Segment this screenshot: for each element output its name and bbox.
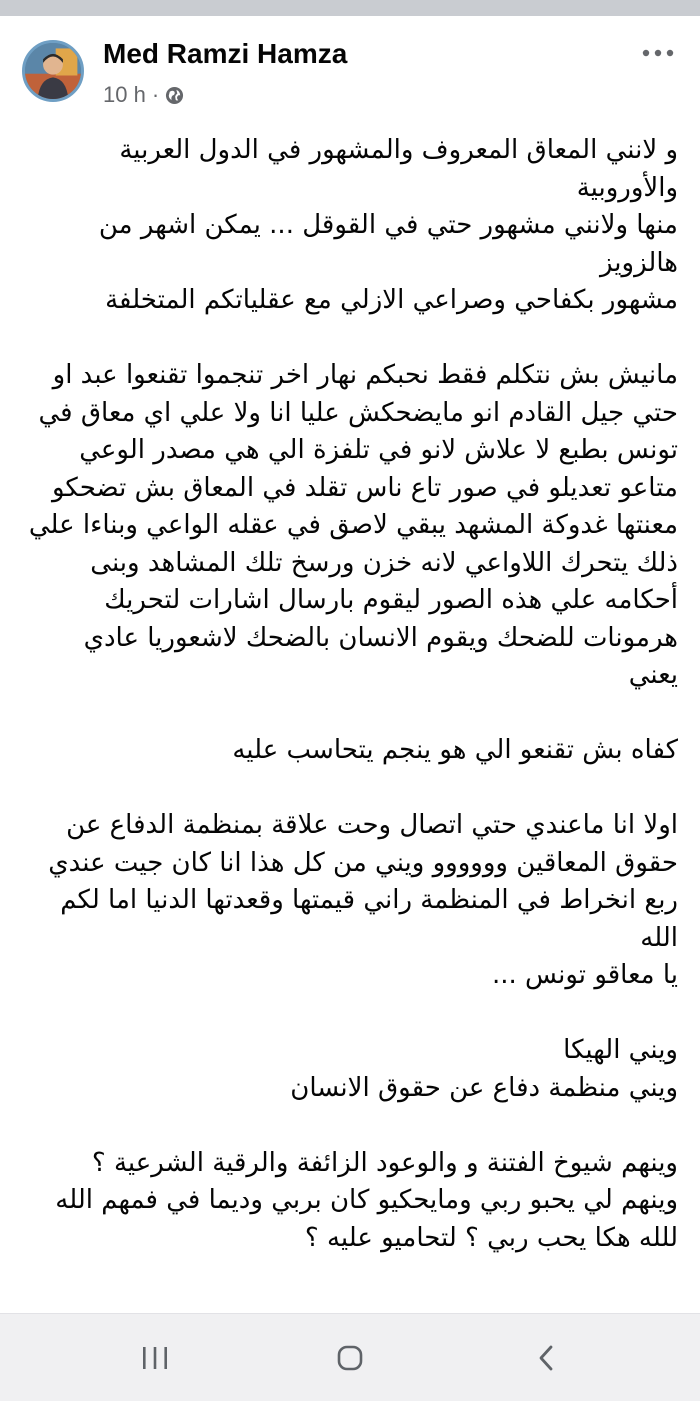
- back-button[interactable]: [516, 1336, 576, 1380]
- post-time[interactable]: 10 h: [103, 82, 146, 107]
- post-paragraph: مانيش بش نتكلم فقط نحبكم نهار اخر تنجموا تقنعوا عبد او حتي جيل القادم انو مايضحكش عليا انا ولا علي اي معاق في تونس بطبع لا علاش لانو في تلفزة الي هي مصدر الوعي متاعو تعديلو في صور تاع ناس تقلد في المعاق بش تضحكو معنتها غدوكة المشهد يبقي لاصق في عقله الواعي وبناءا علي ذلك يتحرك اللاواعي لانه خزن ورسخ تلك المشاهد وبنى أحكامه علي هذه الصور ليقوم بارسال اشارات لتحريك هرمونات للضحك ويقوم الانسان بالضحك لاشعوريا عادي يعني: [28, 360, 678, 690]
- post-body: [24, 132, 678, 1295]
- recent-apps-icon: [140, 1345, 170, 1371]
- globe-icon: [165, 86, 184, 105]
- avatar[interactable]: [22, 40, 84, 102]
- post-meta: [103, 82, 184, 108]
- post-paragraph: و لانني المعاق المعروف والمشهور في الدول العربية والأوروبية منها ولانني مشهور حتي في القوقل ... يمكن اشهر من هالزويز مشهور بكفاحي وصراعي الازلي مع عقلياتكم المتخلفة: [98, 135, 678, 315]
- status-strip: [0, 0, 700, 16]
- post-paragraph: اولا انا ماعندي حتي اتصال وحت علاقة بمنظمة الدفاع عن حقوق المعاقين وووووو ويني من كل هذا انا كان جيت عندي ربع انخراط في المنظمة راني قيمتها وقعدتها الدنيا اما لكم الله يا معاقو تونس ...: [48, 810, 678, 990]
- back-icon: [534, 1343, 558, 1373]
- recent-apps-button[interactable]: [125, 1336, 185, 1380]
- system-navigation-bar: [0, 1313, 700, 1401]
- post-paragraph: كفاه بش تقنعو الي هو ينجم يتحاسب عليه: [232, 735, 678, 765]
- home-button[interactable]: [320, 1336, 380, 1380]
- home-icon: [335, 1343, 365, 1373]
- meta-separator: ·: [151, 82, 160, 107]
- post-paragraph: وينهم شيوخ الفتنة و والوعود الزائفة والرقية الشرعية ؟ وينهم لي يحبو ربي ومايحكيو كان بربي وديما في فمهم الله للله هكا يحب ربي ؟ لتحاميو عليه ؟: [55, 1147, 678, 1253]
- more-horizontal-icon[interactable]: [640, 44, 676, 62]
- post-paragraph: ويني الهيكا ويني منظمة دفاع عن حقوق الانسان: [290, 1035, 678, 1103]
- avatar-picture-icon: [25, 43, 81, 99]
- author-name[interactable]: Med Ramzi Hamza: [103, 38, 348, 69]
